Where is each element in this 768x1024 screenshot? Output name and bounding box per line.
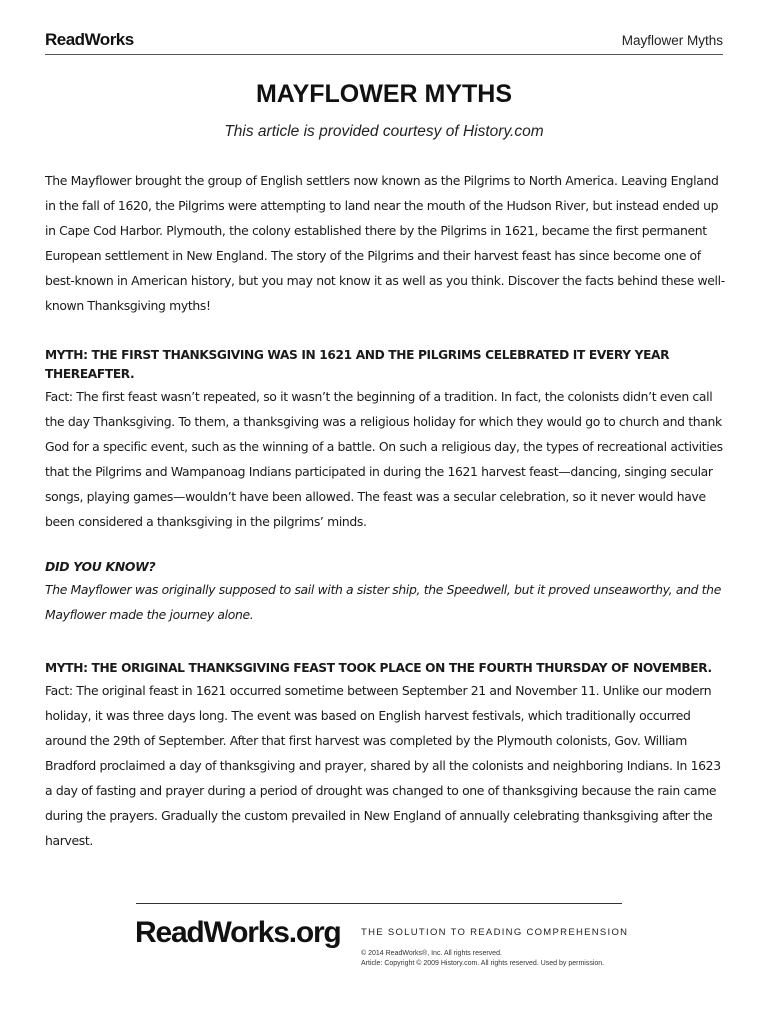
did-you-know-box [45, 556, 725, 627]
myth-section-1 [45, 346, 725, 534]
footer-copyright [361, 949, 604, 969]
myth-fact: Fact: The first feast wasn’t repeated, so it wasn’t the beginning of a tradition. In fact, the colonists didn’t even call the day Thanksgiving. To them, a thanksgiving was a religious holiday for which they would go to church and thank God for a specific event, such as the winning of a battle. On such a religious day, the types of recreational activities that the Pilgrims and Wampanoag Indians participated in during the 1621 harvest feast—dancing, singing secular songs, playing games—wouldn’t have been allowed. The feast was a secular celebration, so it never would have been considered a thanksgiving in the pilgrims’ minds. [45, 389, 723, 529]
copyright-article: Article: Copyright © 2009 History.com. All rights reserved. Used by permission. [361, 960, 605, 967]
footer-tagline: THE SOLUTION TO READING COMPREHENSION [361, 927, 629, 938]
page-subtitle: This article is provided courtesy of History.com [224, 123, 544, 140]
page-title: MAYFLOWER MYTHS [255, 80, 513, 108]
brand-logo: ReadWorks [45, 30, 134, 49]
footer-divider [136, 903, 622, 904]
copyright-readworks: © 2014 ReadWorks®, Inc. All rights reserved. [361, 950, 502, 957]
myth-section-2 [45, 659, 725, 853]
intro-paragraph: The Mayflower brought the group of English settlers now known as the Pilgrims to North America. Leaving England in the fall of 1620, the Pilgrims were attempting to land near the mouth of the Hudson River, but instead ended up in Cape Cod Harbor. Plymouth, the colony established there by the Pilgrims in 1621, became the first permanent European settlement in New England. The story of the Pilgrims and their harvest feast has since become one of best-known in American history, but you may not know it as well as you think. Discover the facts behind these well-known Thanksgiving myths! [45, 173, 725, 313]
myth-heading: MYTH: THE ORIGINAL THANKSGIVING FEAST TOOK PLACE ON THE FOURTH THURSDAY OF NOVEMBER. [45, 661, 712, 675]
did-you-know-body: The Mayflower was originally supposed to sail with a sister ship, the Speedwell, but it proved unseaworthy, and the Mayflower made the journey alone. [45, 582, 721, 622]
myth-heading: MYTH: THE FIRST THANKSGIVING WAS IN 1621 AND THE PILGRIMS CELEBRATED IT EVERY YEAR THEREAFTER. [45, 348, 670, 381]
page-header [45, 28, 723, 55]
document-name: Mayflower Myths [621, 33, 723, 48]
footer-logo: ReadWorks.org [135, 916, 341, 949]
myth-fact: Fact: The original feast in 1621 occurred sometime between September 21 and November 11. Unlike our modern holiday, it was three days long. The event was based on English harvest festivals, which traditionally occurred around the 29th of September. After that first harvest was completed by the Plymouth colonists, Gov. William Bradford proclaimed a day of thanksgiving and prayer, shared by all the colonists and neighboring Indians. In 1623 a day of fasting and prayer during a period of drought was changed to one of thanksgiving because the rain came during the prayers. Gradually the custom prevailed in New England of annually celebrating thanksgiving after the harvest. [45, 683, 721, 848]
did-you-know-heading: DID YOU KNOW? [45, 559, 156, 574]
